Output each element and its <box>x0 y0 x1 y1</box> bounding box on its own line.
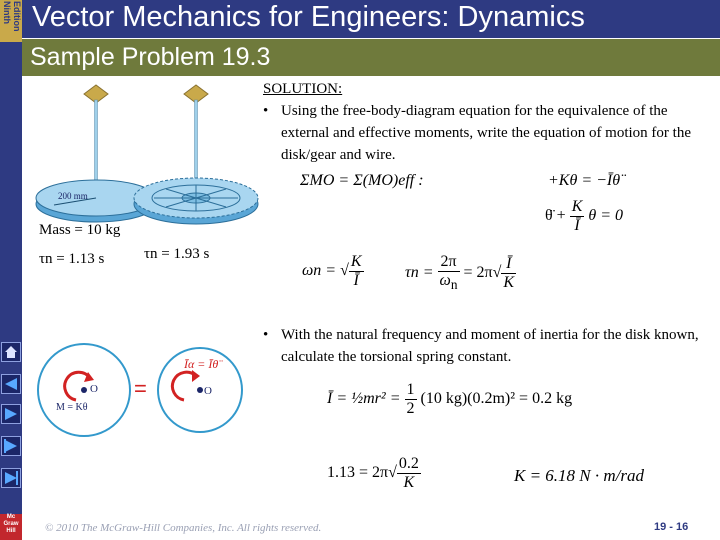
solution-heading: SOLUTION: <box>263 81 343 97</box>
prev-page-button[interactable] <box>1 404 21 424</box>
edition-line1: Ninth <box>2 1 12 24</box>
moment-sum-equation: ΣMO = Σ(MO)eff : <box>300 172 424 189</box>
edition-badge <box>0 0 22 42</box>
solution-bullet-2: With the natural frequency and moment of inertia for the disk known, calculate the torsional spring constant. <box>281 327 699 365</box>
next-icon <box>2 437 20 455</box>
fbd-equals-sign: = <box>134 376 147 401</box>
fbd-moment-label: M = Kθ <box>56 402 88 413</box>
solution-bullet-1: Using the free-body-diagram equation for the equivalence of the external and effective moments, write the equation of motion for the disk/gear and wire. <box>281 103 692 163</box>
subtitle-bar <box>22 39 720 76</box>
last-page-button[interactable] <box>1 468 21 488</box>
disk-gear-figure <box>24 78 264 238</box>
bullet-marker-1: • <box>263 103 269 119</box>
publisher-logo: Mc Graw Hill <box>0 514 22 540</box>
moment-of-inertia-equation: Ī = ½mr² = $\frac{1}{2}$ (10 kg)(0.2m)² = 0.2 kg <box>327 381 573 417</box>
home-icon <box>2 343 20 361</box>
first-page-button[interactable] <box>1 374 21 394</box>
copyright-notice: © 2010 The McGraw-Hill Companies, Inc. All rights reserved. <box>45 522 322 534</box>
page-title: Vector Mechanics for Engineers: Dynamics <box>32 1 585 33</box>
last-icon <box>2 469 20 487</box>
differential-equation: θ̈ + $\frac{K}{Ī}$ θ = 0 <box>545 198 624 234</box>
radius-label: 200 mm <box>58 191 88 201</box>
fbd-point-left: O <box>90 383 98 395</box>
home-button[interactable] <box>1 342 21 362</box>
gear-period-label: τn = 1.93 s <box>144 246 210 262</box>
page-number: 19 - 16 <box>654 521 689 533</box>
period-equation: τn = $\frac{2\pi}{\omega_n}$ = 2π√ $\frac{Ī}{K}$ <box>405 253 515 293</box>
free-body-diagram <box>36 342 248 438</box>
disk-period-label: τn = 1.13 s <box>39 251 105 267</box>
moment-result-equation: +Kθ = −Īθ̈ <box>548 172 621 189</box>
spring-constant-result: K = 6.18 N · m/rad <box>514 466 645 485</box>
fbd-point-right: O <box>204 385 212 397</box>
page-subtitle: Sample Problem 19.3 <box>30 43 271 71</box>
title-bar <box>22 0 720 38</box>
next-page-button[interactable] <box>1 436 21 456</box>
natural-frequency-equation: ωn = √ $\frac{K}{Ī}$ <box>302 253 362 289</box>
fbd-effective-moment: Īα = Īθ̈ <box>184 357 219 371</box>
edition-line2: Edition <box>12 1 22 32</box>
bullet-marker-2: • <box>263 327 269 343</box>
mass-label: Mass = 10 kg <box>39 222 121 238</box>
prev-icon <box>2 405 20 423</box>
navigation-sidebar <box>0 0 22 540</box>
period-substitution-equation: 1.13 = 2π√ $\frac{0.2}{K}$ <box>327 455 419 491</box>
first-icon <box>2 375 20 393</box>
